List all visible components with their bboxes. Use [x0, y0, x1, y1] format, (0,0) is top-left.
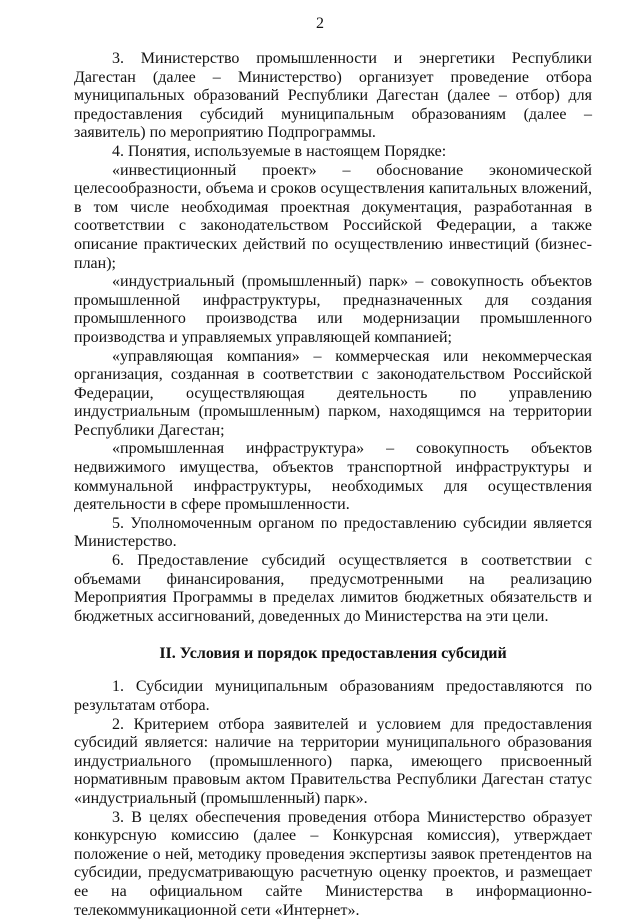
section-title: II. Условия и порядок предоставления субсидий	[159, 645, 507, 663]
definition-managing-company: «управляющая компания» – коммерческая или некоммерческая организация, созданная в соответствии с законодательством Российской Федерации, осуществляющая деятельность по управлению индустриальным (промышленным) парком, находящимся на территории Республики Дагестан;	[74, 347, 592, 439]
paragraph-3-ministry: 3. Министерство промышленности и энергетики Республики Дагестан (далее – Министерство) организует проведение отбора муниципальных образований Республики Дагестан (далее – отбор) для предоставления субсидий муниципальным образованиям (далее – заявитель) по мероприятию Подпрограммы.	[74, 50, 592, 142]
definition-investment-project: «инвестиционный проект» – обоснование экономической целесообразности, объема и сроков осуществления капитальных вложений, в том числе необходимая проектная документация, разработанная в соответствии с законодательством Российской Федерации, а также описание практических действий по осуществлению инвестиций (бизнес-план);	[74, 161, 592, 272]
section2-paragraph-2: 2. Критерием отбора заявителей и условием для предоставления субсидий является: наличие на территории муниципального образования индустриального (промышленного) парка, имеющего присвоенный нормативным правовым актом Правительства Республики Дагестан статус «индустриальный (промышленный) парк».	[74, 715, 592, 807]
document-body	[74, 50, 592, 920]
page-number: 2	[316, 15, 324, 32]
paragraph-4-definitions: 4. Понятия, используемые в настоящем Порядке:	[112, 142, 447, 160]
definition-industrial-park: «индустриальный (промышленный) парк» – совокупность объектов промышленной инфраструктуры, предназначенных для создания промышленного производства или модернизации промышленного производства и управляемых управляющей компанией;	[74, 273, 592, 346]
section2-paragraph-1: 1. Субсидии муниципальным образованиям предоставляются по результатам отбора.	[74, 678, 592, 714]
paragraph-5-authorized-body: 5. Уполномоченным органом по предоставлению субсидии является Министерство.	[74, 514, 592, 551]
paragraph-6-subsidy-financing: 6. Предоставление субсидий осуществляется в соответствии с объемами финансирования, предусмотренными на реализацию Мероприятия Программы в пределах лимитов бюджетных обязательств и бюджетных ассигнований, доведенных до Министерства на эти цели.	[74, 552, 592, 625]
section2-paragraph-3: 3. В целях обеспечения проведения отбора Министерство образует конкурсную комиссию (далее – Конкурсная комиссия), утверждает положение о ней, методику проведения экспертизы заявок претендентов на субсидии, предусматривающую расчетную оценку проектов, и размещает ее на официальном сайте Министерства в информационно-телекоммуникационной сети «Интернет».	[74, 808, 592, 919]
definition-industrial-infrastructure: «промышленная инфраструктура» – совокупность объектов недвижимого имущества, объектов транспортной инфраструктуры и коммунальной инфраструктуры, необходимых для осуществления деятельности в сфере промышленности.	[74, 440, 592, 514]
